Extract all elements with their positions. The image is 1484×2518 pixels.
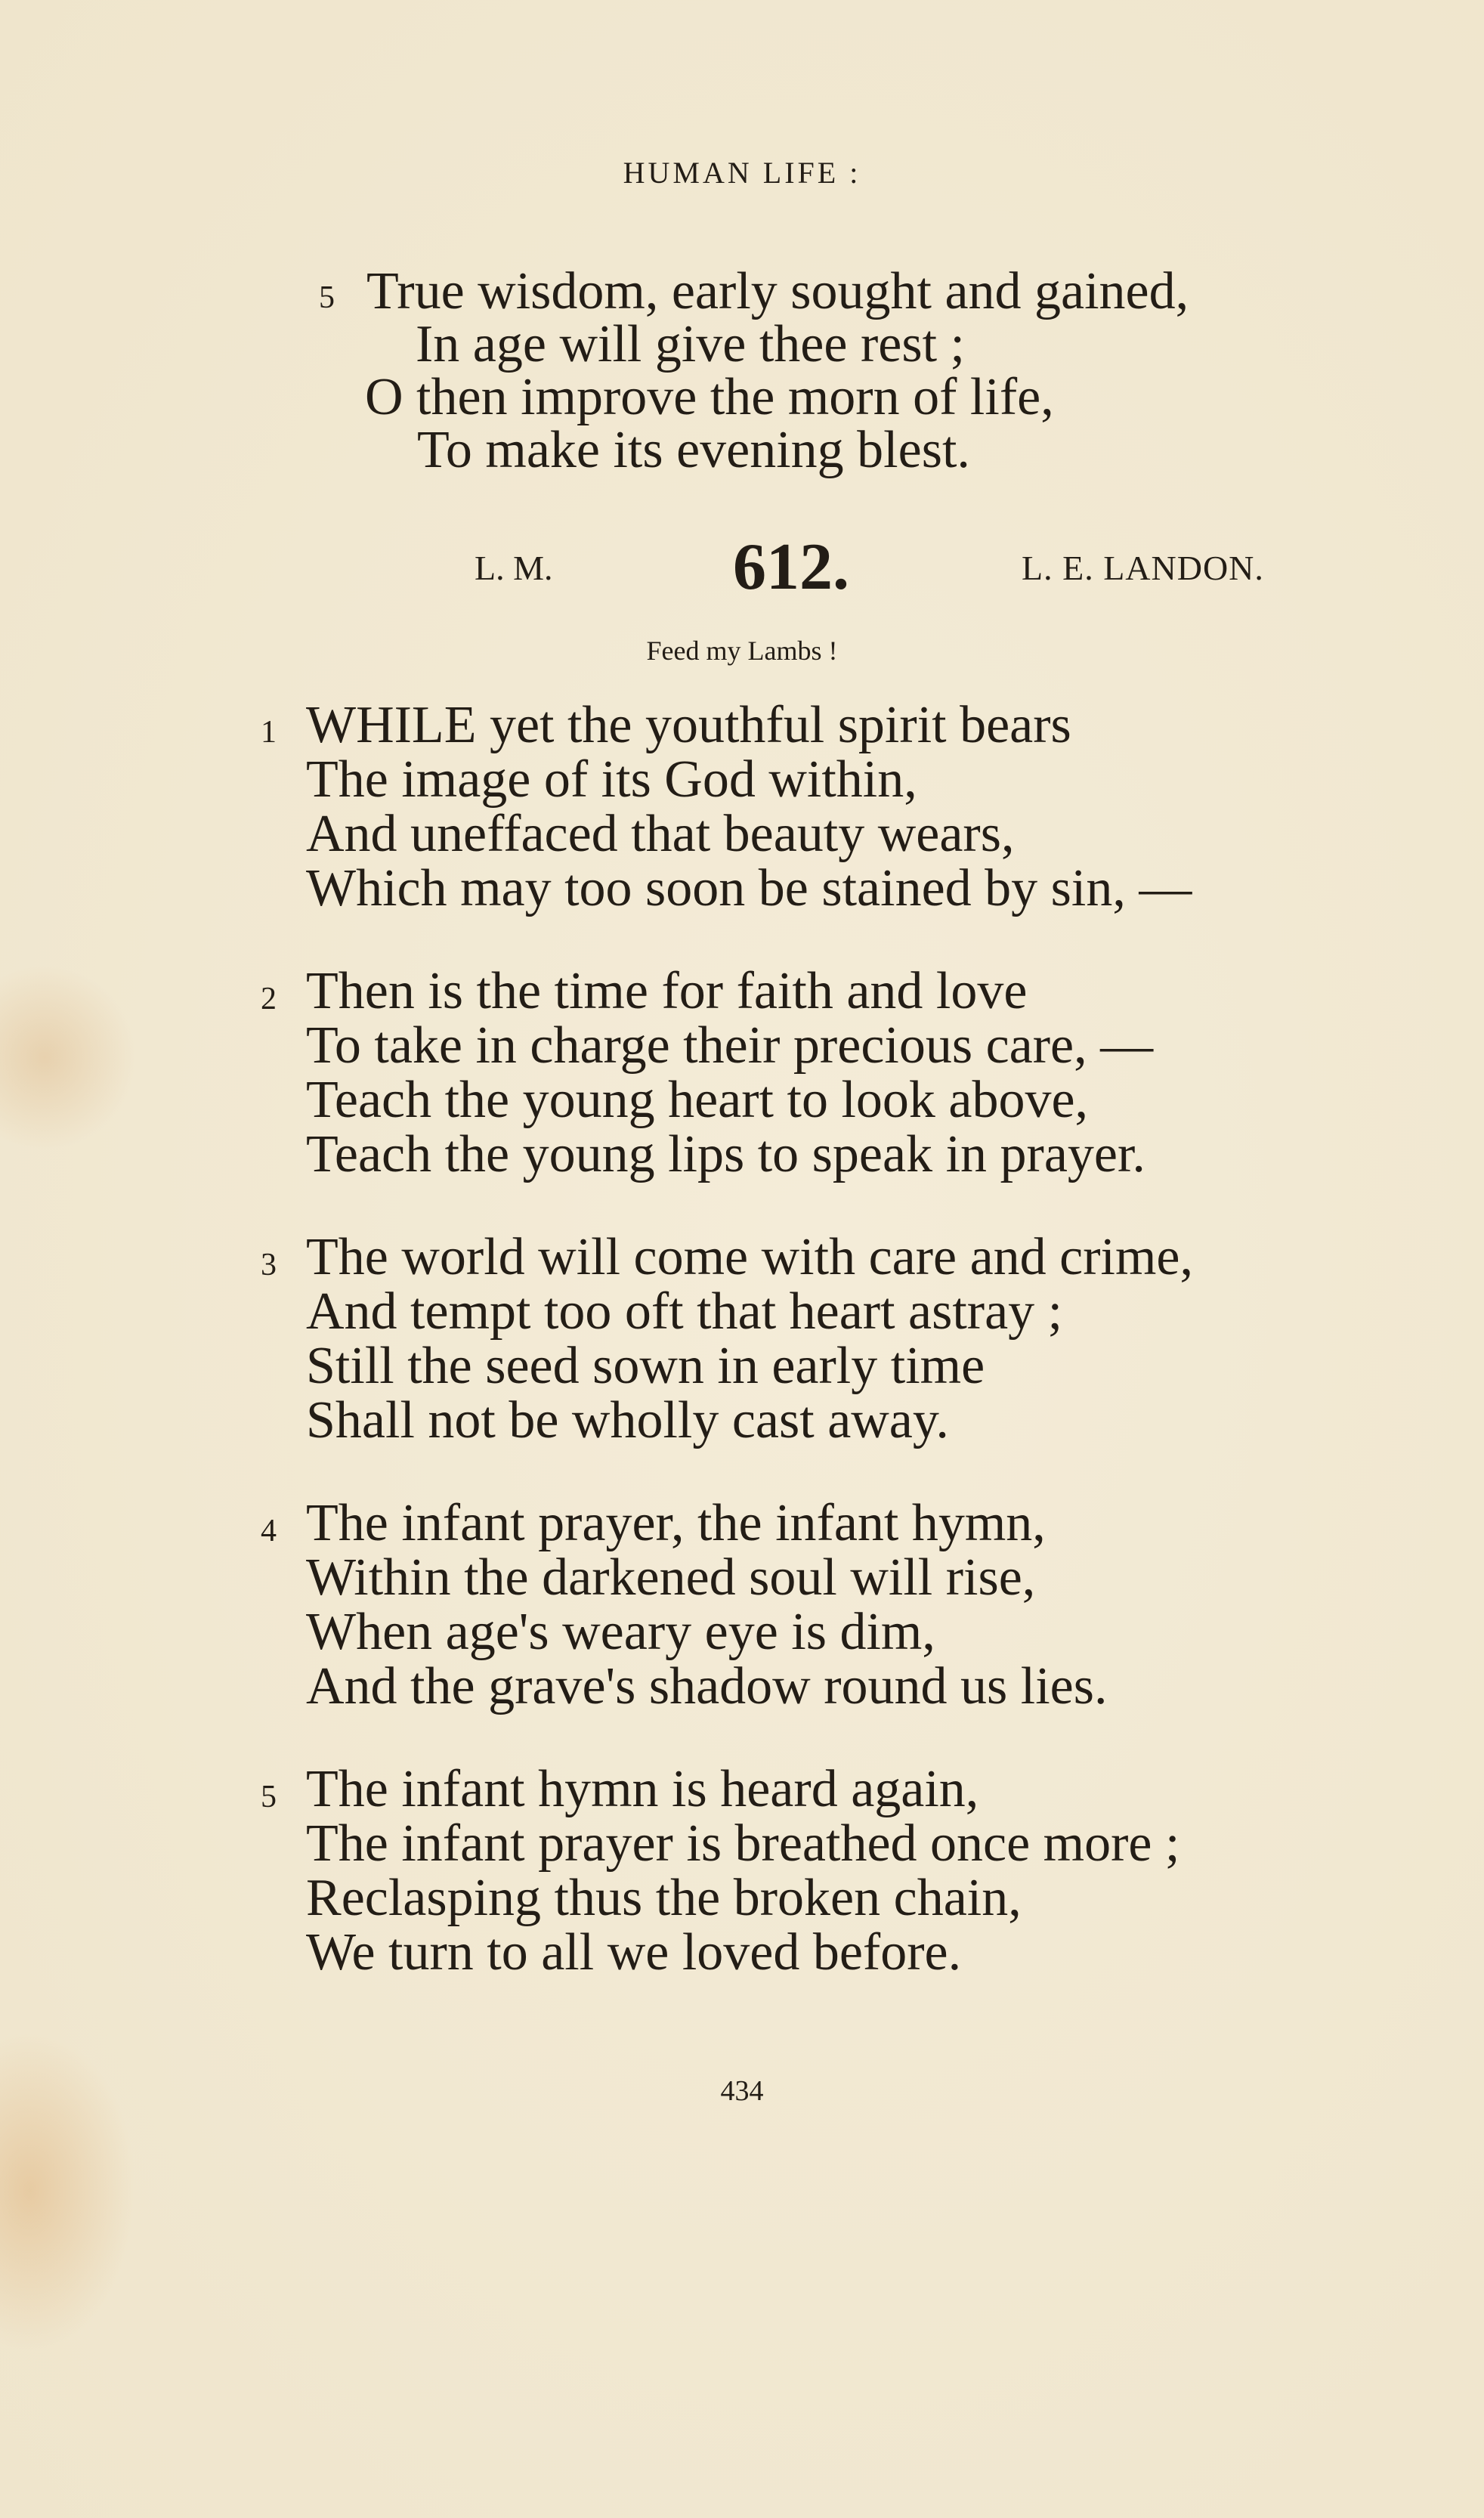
stanza-number: 4 [261, 1514, 277, 1548]
hymn-number: 612. [733, 531, 849, 604]
stanza-line: Teach the young heart to look above, [306, 1071, 1089, 1129]
stanza-number: 3 [261, 1248, 277, 1282]
stanza-line: Still the seed sown in early time [306, 1337, 985, 1395]
stanza-line: WHILE yet the youthful spirit bears [306, 696, 1071, 754]
stanza-number: 5 [319, 280, 335, 315]
hymn-title: Feed my Lambs ! [646, 636, 838, 666]
stanza-line: We turn to all we loved before. [306, 1923, 962, 1981]
stanza-line: True wisdom, early sought and gained, [366, 262, 1189, 320]
stanza-line: And tempt too oft that heart astray ; [306, 1282, 1063, 1341]
running-head: HUMAN LIFE : [623, 156, 861, 190]
stanza-line: The infant hymn is heard again, [306, 1760, 979, 1818]
stanza-line: The image of its God within, [306, 750, 917, 809]
stanza-line: The infant prayer, the infant hymn, [306, 1494, 1046, 1552]
hymn-author: L. E. LANDON. [1022, 549, 1264, 587]
page-number: 434 [720, 2075, 764, 2107]
stanza-line: O then improve the morn of life, [365, 368, 1054, 426]
stanza-line: Which may too soon be stained by sin, — [306, 859, 1192, 917]
hymn-meter: L. M. [475, 549, 553, 587]
stanza-line: And the grave's shadow round us lies. [306, 1657, 1108, 1715]
stanza-line: Then is the time for faith and love [306, 962, 1028, 1020]
stanza-line: Reclasping thus the broken chain, [306, 1869, 1022, 1927]
stanza-line: To make its evening blest. [417, 421, 970, 479]
stanza-line: When age's weary eye is dim, [306, 1603, 935, 1661]
stanza-number: 2 [261, 982, 277, 1016]
stanza-number: 5 [261, 1780, 277, 1814]
stanza-line: Shall not be wholly cast away. [306, 1391, 949, 1449]
stanza-line: The infant prayer is breathed once more ; [306, 1814, 1180, 1873]
stanza-line: Teach the young lips to speak in prayer. [306, 1125, 1145, 1183]
stanza-line: To take in charge their precious care, — [306, 1016, 1154, 1075]
stanza-line: In age will give thee rest ; [416, 315, 965, 373]
stanza-line: Within the darkened soul will rise, [306, 1548, 1036, 1607]
stanza-number: 1 [261, 715, 277, 750]
stanza-line: And uneffaced that beauty wears, [306, 805, 1015, 863]
stanza-line: The world will come with care and crime, [306, 1228, 1194, 1286]
